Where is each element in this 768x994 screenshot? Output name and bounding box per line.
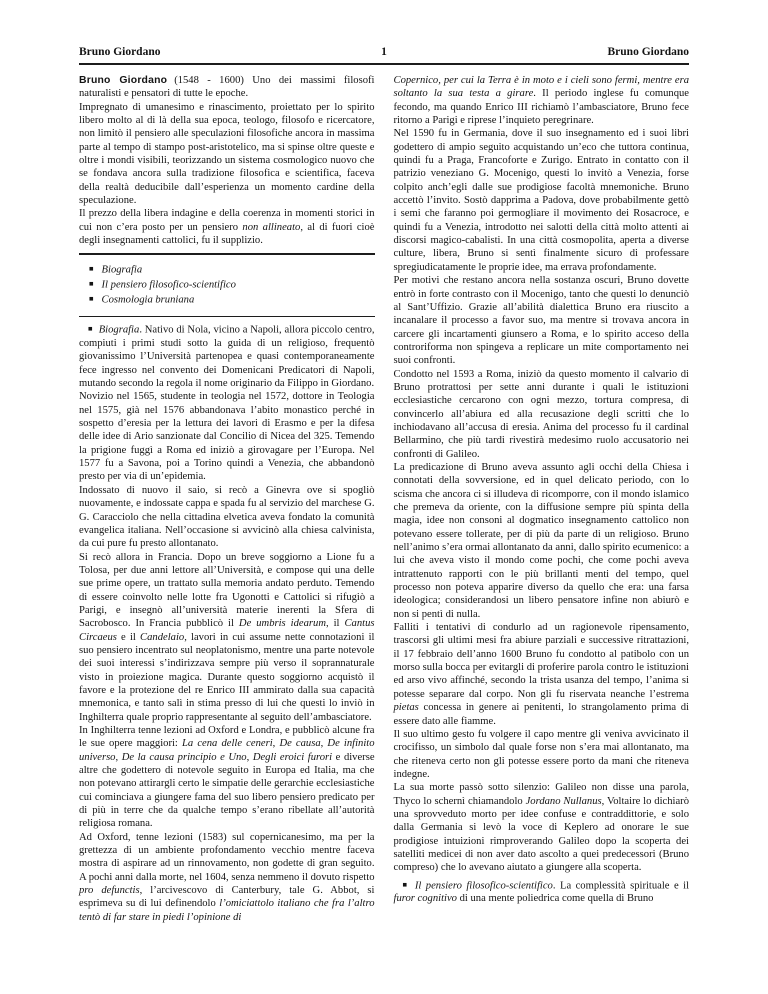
italic-text: De la causa principio e Uno: [121, 751, 247, 763]
toc-item: [89, 277, 375, 292]
paragraph: Bruno Giordano (1548 - 1600) Uno dei massimi filosofi naturalisti e pensatori di tutte le epoche.: [79, 75, 375, 100]
italic-text: pietas: [393, 702, 419, 714]
bullet-square-icon: ■: [402, 879, 409, 889]
page-number: 1: [381, 46, 387, 58]
bullet-square-icon: ■: [89, 264, 94, 274]
column-right: [394, 74, 690, 924]
divider: [79, 253, 375, 255]
italic-text: pro defunctis: [79, 885, 140, 897]
italic-text: Candelaio: [140, 631, 185, 643]
paragraph: Si recò allora in Francia. Dopo un breve soggiorno a Lione fu a Tolosa, per due anni lettore all’Università, e compose qui una delle sue prime opere, un trattato sulla memoria andato perduto. Temendo di essere coinvolto nelle lotte fra Ugonotti e Cattolici si rifugiò a Parigi, e insegnò all’università materie inerenti la Sfera di Sacrobosco. In Francia pubblicò il De umbris idearum, il Cantus Circaeus e il Candelaio, lavori in cui assume nette connotazioni il suo pensiero incentrato sul neoplatonismo, mentre una parte notevole dei suoi interessi s’indirizzava sempre più verso il soprannaturale visto in proiezione magica. Durante questo soggiorno acquistò il favore e la protezione del re Enrico III ammirato dalla sua capacità mnemonica, e tanto salì in stima presso di lui che questi lo inviò in Inghilterra quale proprio rappresentante al seguito dell’ambasciatore.: [79, 551, 375, 723]
toc-item: [89, 262, 375, 277]
toc-item-label: Biografia: [101, 264, 143, 276]
text-body: [79, 74, 689, 924]
paragraph: La predicazione di Bruno aveva assunto agli occhi della Chiesa i connotati della sovversione, ed in quel delicato periodo, con lo scisma che ancora ci si illudeva di ricomporre, con il mondo islamico che premeva da oriente, con la diffusione sempre più spinta della magia, idee non consoni al dogmatico insegnamento cattolico non potevano essere tollerate, per di più da parte di un religioso. Bruno nell’animo s’era ormai allontanato da anni, dallo spirito ecumenico: a lui che aveva visto il mondo come pochi, che come pochi aveva intrattenuto rapporti con le più brillanti menti del tempo, quel processo non poteva apparire diverso da quello che era: una farsa ideologica; considerandosi un libero pensatore infine non abiurò e non si pentì di nulla.: [393, 461, 689, 620]
italic-text: Il pensiero filosofico-scientifico: [414, 880, 553, 892]
paragraph: In Inghilterra tenne lezioni ad Oxford e Londra, e pubblicò alcune fra le sue opere maggiori: La cena delle ceneri, De causa, De infinito universo, De la causa principio e Uno, Degli eroici furori e diverse altre che godettero di notevole seguito in Europa ed Italia, ma che non potevano attirargli certo le simpatie delle gerarchie ecclesiastiche cui cominciava a giungere fama del suo libero pensiero predicato per di più in terre che da qualche tempo s’erano ribellate all’autorità religiosa romana.: [79, 725, 375, 830]
column-left: [79, 74, 375, 924]
bullet-square-icon: ■: [89, 278, 94, 288]
italic-text: Biografia: [98, 324, 140, 336]
section-paragraph: ■ Il pensiero filosofico-scientifico. La complessità spirituale e il furor cognitivo di una mente poliedrica come quella di Bruno: [393, 879, 690, 905]
paragraph: Per motivi che restano ancora nella sostanza oscuri, Bruno dovette entrò in forte contrasto con il Mocenigo, tanto che questi lo denunciò al Sant’Uffizio. Grazie all’abilità dialettica Bruno era riuscito a incanalare il processo a favor suo, ma mentre si trovava ancora in carcere gli incartamenti giunsero a Roma, e lo spirito acceso della controriforma non spingeva a replicare un mite comportamento nei suoi confronti.: [393, 275, 689, 367]
toc-item-label: Cosmologia bruniana: [101, 294, 195, 306]
paragraph: Impregnato di umanesimo e rinascimento, proiettato per lo spirito libero molto al di là della sua epoca, teologo, filosofo e ricercatore, non limitò il pensiero alle speculazioni filosofiche ancora in massima parte al tempo di stampo post-aristotelico, ma si spinse oltre queste e oltre i mondi visibili, teorizzando un sistema cosmologico nuovo che se fondava ancora sulla tradizione filosofica e scientifica, faceva della realtà deducibile dall’esperienza un momento cardine della speculazione.: [79, 101, 375, 207]
toc-list: [79, 260, 375, 310]
italic-text: Copernico, per cui la Terra è in moto e i cieli sono fermi, mentre era soltanto la sua testa a girare: [393, 75, 689, 100]
paragraph: Il suo ultimo gesto fu volgere il capo mentre gli veniva avvicinato il crocifisso, un simbolo dal quale forse non s’era mai allontanato, ma che riteneva certo non gli potesse essere porto da mani che riteneva indegne.: [393, 728, 689, 780]
italic-text: non allineato: [242, 221, 301, 233]
italic-text: De infinito universo: [79, 738, 375, 763]
paragraph: Il prezzo della libera indagine e della coerenza in momenti storici in cui non c’era posto per un pensiero non allineato, al di fuori cioè degli insegnamenti cattolici, fu il supplizio.: [79, 208, 375, 247]
header-right-title: Bruno Giordano: [607, 46, 689, 58]
paragraph: Novizio nel 1565, studente in teologia nel 1572, dottore in Teologia nel 1575, già nel 1576 abbandonava l’abito monastico perché in sospetto d’eresia per la lettura dei lavori di Erasmo e per la difesa delle idee di Ario sanzionate dal Concilio di Nicea del 325. Temendo la prigione fuggì a Roma ed iniziò a girovagare per l’Europa. Nel 1577 fu a Savona, poi a Torino quindi a Venezia, che abbandonò presto per via di un’epidemia.: [79, 391, 375, 483]
header-left-title: Bruno Giordano: [79, 46, 161, 58]
section-paragraph: ■ Biografia. Nativo di Nola, vicino a Napoli, allora piccolo centro, compiuti i primi studi sotto la guida di un religioso, frequentò giovanissimo l’Università partenopea e quasi contemporaneamente fece ingresso nel convento dei Domenicani Predicatori di Napoli, mutando secondo la regola il nome originario da Filippo in Giordano.: [79, 324, 375, 390]
paragraph: Copernico, per cui la Terra è in moto e i cieli sono fermi, mentre era soltanto la sua testa a girare. Il periodo inglese fu comunque fecondo, ma quando Enrico III richiamò l’ambasciatore, Bruno fece ritorno a Parigi e riprese l’inquieto peregrinare.: [393, 75, 689, 127]
italic-text: Degli eroici furori: [252, 751, 333, 763]
paragraph: Ad Oxford, tenne lezioni (1583) sul copernicanesimo, ma per la grettezza di un ambiente profondamento vecchio mentre faceva mostra di aspirare ad un rinnovamento, non godette di gran seguito. A pochi anni dalla morte, nel 1604, senza nemmeno il dovuto rispetto pro defunctis, l’arcivescovo di Canterbury, tale G. Abbot, si esprimeva su di lui definendolo l’omiciattolo italiano che fra l’altro tentò di far stare in piedi l’opinione di: [79, 831, 375, 923]
italic-text: l’omiciattolo italiano che fra l’altro tentò di far stare in piedi l’opinione di: [79, 898, 375, 923]
divider: [79, 316, 375, 318]
lead-name: Bruno Giordano: [79, 75, 168, 86]
toc-item-label: Il pensiero filosofico-scientifico: [101, 279, 236, 291]
italic-text: De causa: [279, 738, 321, 750]
italic-text: Jordano Nullanus: [525, 795, 602, 807]
italic-text: De umbris idearum: [238, 618, 326, 630]
italic-text: La cena delle ceneri: [182, 738, 273, 750]
toc-item: [89, 292, 375, 307]
paragraph: La sua morte passò sotto silenzio: Galileo non disse una parola, Thyco lo schernì chiamandolo Jordano Nullanus, Voltaire lo dichiarò una sprovveduto morto per idee confuse e contraddittorie, e solo dalla Germania si levò la voce di Keplero ad onorare le sue prodigiose intuizioni rimproverando Galileo dopo la scoperta dei satelliti medicei di non aver dato ascolto a quei predecessori (Bruno compreso) che lo avevano aiutato a giungere alla scoperta.: [393, 782, 689, 874]
paragraph: Falliti i tentativi di condurlo ad un ragionevole ripensamento, trascorsi gli ultimi mesi fra abiure parziali e successive ritrattazioni, il 17 febbraio dell’anno 1600 Bruno fu condotto al patibolo con un morso sulla bocca per evitargli di proferire parola contro le istituzioni ed arso vivo affinché, secondo la trista usanza del tempo, l’anima si potesse separare dal corpo. Non gli fu riservata neanche l’estrema pietas concessa in genere ai penitenti, lo strangolamento prima di essere dato alle fiamme.: [393, 622, 689, 727]
bullet-square-icon: ■: [89, 293, 94, 303]
paragraph: Indossato di nuovo il saio, si recò a Ginevra ove si spogliò nuovamente, e indossate cappa e spada fu al servizio del marchese G. G. Caracciolo che nella cittadina elvetica aveva fondato la comunità evangelica italiana. Nell’occasione si avvicinò alla chiesa calvinista, da cui pure fu presto allontanato.: [79, 484, 375, 550]
paragraph: Condotto nel 1593 a Roma, iniziò da questo momento il calvario di Bruno protrattosi per sette anni durante i quali le istituzioni ecclesiastiche cercarono con ogni mezzo, tortura compresa, di convincerlo all’abiura ed alla recusazione degli scritti che lo inchiodavano all’accusa di eresia. Anima del processo fu il cardinal Bellarmino, che più tardi rivestirà medesimo ruolo accusatorio nei confronti di Galileo.: [393, 368, 689, 460]
paragraph: Nel 1590 fu in Germania, dove il suo insegnamento ed i suoi libri godettero di ampio seguito acquistando un’eco che tuttora continua, quindi fu a Praga, Francoforte e Zurigo. Entrato in contatto con il patrizio veneziano G. Mocenigo, questi lo invitò a Venezia, forse colpito anch’egli dalle sue prodigiose facoltà mnemoniche. Bruno accettò l’invito. Sostò dapprima a Padova, dove probabilmente gettò i semi che faranno poi germogliare il movimento dei Rosacroce, e quindi fu a Venezia, introdotto nei salotti della città molto attenti ai discorsi magico-cabalisti. In una città cosmopolita, aperta a diverse culture, libera, Bruno si sentì finalmente sicuro di professare spregiudicatamente le proprie idee, ma errava profondamente.: [393, 128, 689, 273]
header-rule: [79, 63, 689, 65]
bullet-square-icon: ■: [88, 324, 93, 334]
page-header: [79, 46, 689, 58]
italic-text: Cantus Circaeus: [79, 618, 375, 643]
italic-text: furor cognitivo: [393, 893, 457, 905]
